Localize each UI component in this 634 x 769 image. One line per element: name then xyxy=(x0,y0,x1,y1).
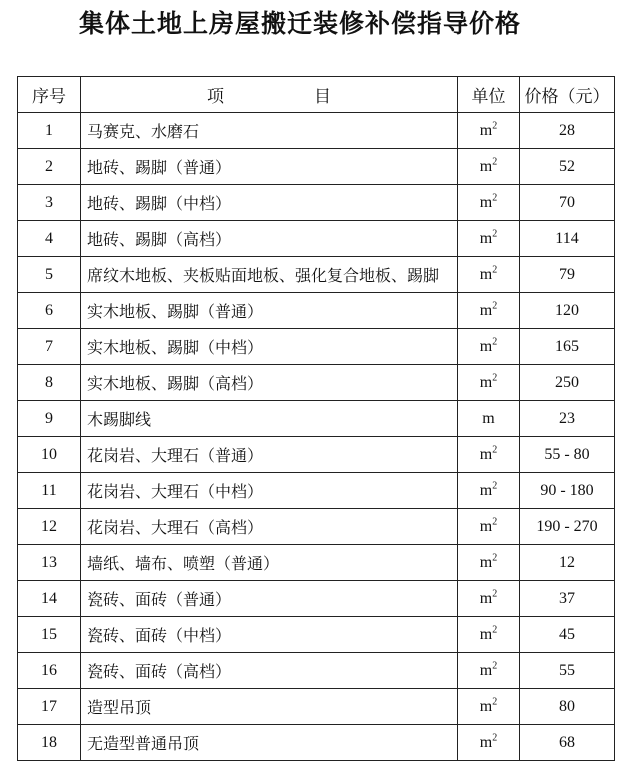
row-number: 6 xyxy=(18,293,81,329)
table-row xyxy=(18,149,615,185)
table-header xyxy=(18,77,615,113)
row-number: 2 xyxy=(18,149,81,185)
unit-base: m xyxy=(479,337,493,355)
row-unit xyxy=(458,329,520,365)
table-row xyxy=(18,545,615,581)
row-item: 实木地板、踢脚（普通） xyxy=(81,293,458,329)
row-number: 1 xyxy=(18,113,81,149)
row-price: 80 xyxy=(520,689,615,725)
table-row xyxy=(18,365,615,401)
row-price: 23 xyxy=(520,401,615,437)
unit-exponent: 2 xyxy=(492,552,498,564)
row-price: 55 xyxy=(520,653,615,689)
row-unit xyxy=(458,725,520,761)
unit-exponent: 2 xyxy=(492,588,498,600)
header-item-char-1: 项 xyxy=(207,87,224,107)
unit-exponent: 2 xyxy=(492,372,498,384)
row-number: 9 xyxy=(18,401,81,437)
row-price: 45 xyxy=(520,617,615,653)
unit-base: m xyxy=(479,553,493,571)
unit-base: m xyxy=(479,121,493,139)
row-number: 7 xyxy=(18,329,81,365)
unit-exponent: 2 xyxy=(492,696,498,708)
row-number: 4 xyxy=(18,221,81,257)
row-price: 165 xyxy=(520,329,615,365)
row-number: 11 xyxy=(18,473,81,509)
table-body xyxy=(18,113,615,761)
row-unit xyxy=(458,473,520,509)
unit-exponent: 2 xyxy=(492,660,498,672)
row-number: 14 xyxy=(18,581,81,617)
row-unit xyxy=(458,689,520,725)
unit-exponent: 2 xyxy=(492,480,498,492)
table-row xyxy=(18,725,615,761)
unit-base: m xyxy=(479,661,493,679)
row-price: 37 xyxy=(520,581,615,617)
row-unit xyxy=(458,509,520,545)
row-price: 79 xyxy=(520,257,615,293)
row-item: 马赛克、水磨石 xyxy=(81,113,458,149)
unit-exponent: 2 xyxy=(492,120,498,132)
row-number: 10 xyxy=(18,437,81,473)
unit-exponent: 2 xyxy=(492,300,498,312)
header-unit: 单位 xyxy=(458,77,520,113)
row-price: 12 xyxy=(520,545,615,581)
row-price: 70 xyxy=(520,185,615,221)
row-item: 席纹木地板、夹板贴面地板、强化复合地板、踢脚 xyxy=(81,257,458,293)
row-unit xyxy=(458,545,520,581)
unit-base: m xyxy=(479,445,493,463)
unit-base: m xyxy=(482,409,495,427)
unit-exponent: 2 xyxy=(492,624,498,636)
row-item: 造型吊顶 xyxy=(81,689,458,725)
table-row xyxy=(18,689,615,725)
row-number: 16 xyxy=(18,653,81,689)
unit-base: m xyxy=(479,733,493,751)
header-price: 价格（元） xyxy=(520,77,615,113)
row-number: 17 xyxy=(18,689,81,725)
unit-base: m xyxy=(479,301,493,319)
row-price: 52 xyxy=(520,149,615,185)
header-item xyxy=(81,77,458,113)
unit-base: m xyxy=(479,373,493,391)
table-row xyxy=(18,221,615,257)
row-item: 地砖、踢脚（普通） xyxy=(81,149,458,185)
table-row xyxy=(18,437,615,473)
header-item-char-2: 目 xyxy=(314,87,331,107)
unit-base: m xyxy=(479,229,493,247)
unit-exponent: 2 xyxy=(492,264,498,276)
table-row xyxy=(18,329,615,365)
row-number: 5 xyxy=(18,257,81,293)
table-row xyxy=(18,113,615,149)
unit-exponent: 2 xyxy=(492,156,498,168)
row-unit xyxy=(458,437,520,473)
row-price: 190 - 270 xyxy=(520,509,615,545)
row-unit xyxy=(458,113,520,149)
unit-exponent: 2 xyxy=(492,336,498,348)
row-price: 114 xyxy=(520,221,615,257)
row-price: 250 xyxy=(520,365,615,401)
unit-exponent: 2 xyxy=(492,516,498,528)
row-unit xyxy=(458,257,520,293)
row-unit xyxy=(458,149,520,185)
price-table xyxy=(17,76,615,761)
row-unit xyxy=(458,185,520,221)
row-item: 实木地板、踢脚（高档） xyxy=(81,365,458,401)
unit-base: m xyxy=(479,625,493,643)
table-row xyxy=(18,653,615,689)
row-price: 68 xyxy=(520,725,615,761)
unit-base: m xyxy=(479,589,493,607)
table-row xyxy=(18,401,615,437)
row-item: 木踢脚线 xyxy=(81,401,458,437)
row-item: 瓷砖、面砖（高档） xyxy=(81,653,458,689)
row-item: 花岗岩、大理石（中档） xyxy=(81,473,458,509)
unit-exponent: 2 xyxy=(492,732,498,744)
row-item: 瓷砖、面砖（中档） xyxy=(81,617,458,653)
row-price: 28 xyxy=(520,113,615,149)
unit-base: m xyxy=(479,193,493,211)
row-number: 15 xyxy=(18,617,81,653)
unit-base: m xyxy=(479,697,493,715)
row-price: 55 - 80 xyxy=(520,437,615,473)
row-unit xyxy=(458,365,520,401)
row-unit xyxy=(458,401,520,437)
row-number: 8 xyxy=(18,365,81,401)
unit-base: m xyxy=(479,517,493,535)
row-number: 12 xyxy=(18,509,81,545)
row-item: 无造型普通吊顶 xyxy=(81,725,458,761)
unit-base: m xyxy=(479,265,493,283)
row-number: 18 xyxy=(18,725,81,761)
row-number: 13 xyxy=(18,545,81,581)
row-item: 地砖、踢脚（高档） xyxy=(81,221,458,257)
row-item: 花岗岩、大理石（普通） xyxy=(81,437,458,473)
table-row xyxy=(18,581,615,617)
row-item: 花岗岩、大理石（高档） xyxy=(81,509,458,545)
table-row xyxy=(18,185,615,221)
row-unit xyxy=(458,617,520,653)
row-price: 90 - 180 xyxy=(520,473,615,509)
row-price: 120 xyxy=(520,293,615,329)
row-item: 墙纸、墙布、喷塑（普通） xyxy=(81,545,458,581)
table-row xyxy=(18,617,615,653)
row-item: 瓷砖、面砖（普通） xyxy=(81,581,458,617)
table-row xyxy=(18,293,615,329)
row-unit xyxy=(458,653,520,689)
unit-exponent: 2 xyxy=(492,192,498,204)
row-unit xyxy=(458,221,520,257)
table-row xyxy=(18,509,615,545)
header-no: 序号 xyxy=(18,77,81,113)
row-number: 3 xyxy=(18,185,81,221)
table-row xyxy=(18,473,615,509)
row-item: 实木地板、踢脚（中档） xyxy=(81,329,458,365)
row-unit xyxy=(458,293,520,329)
page-title: 集体土地上房屋搬迁装修补偿指导价格 xyxy=(78,9,521,38)
row-item: 地砖、踢脚（中档） xyxy=(81,185,458,221)
unit-exponent: 2 xyxy=(492,228,498,240)
unit-base: m xyxy=(479,481,493,499)
row-unit xyxy=(458,581,520,617)
header-row xyxy=(18,77,615,113)
unit-exponent: 2 xyxy=(492,444,498,456)
unit-base: m xyxy=(479,157,493,175)
table-row xyxy=(18,257,615,293)
